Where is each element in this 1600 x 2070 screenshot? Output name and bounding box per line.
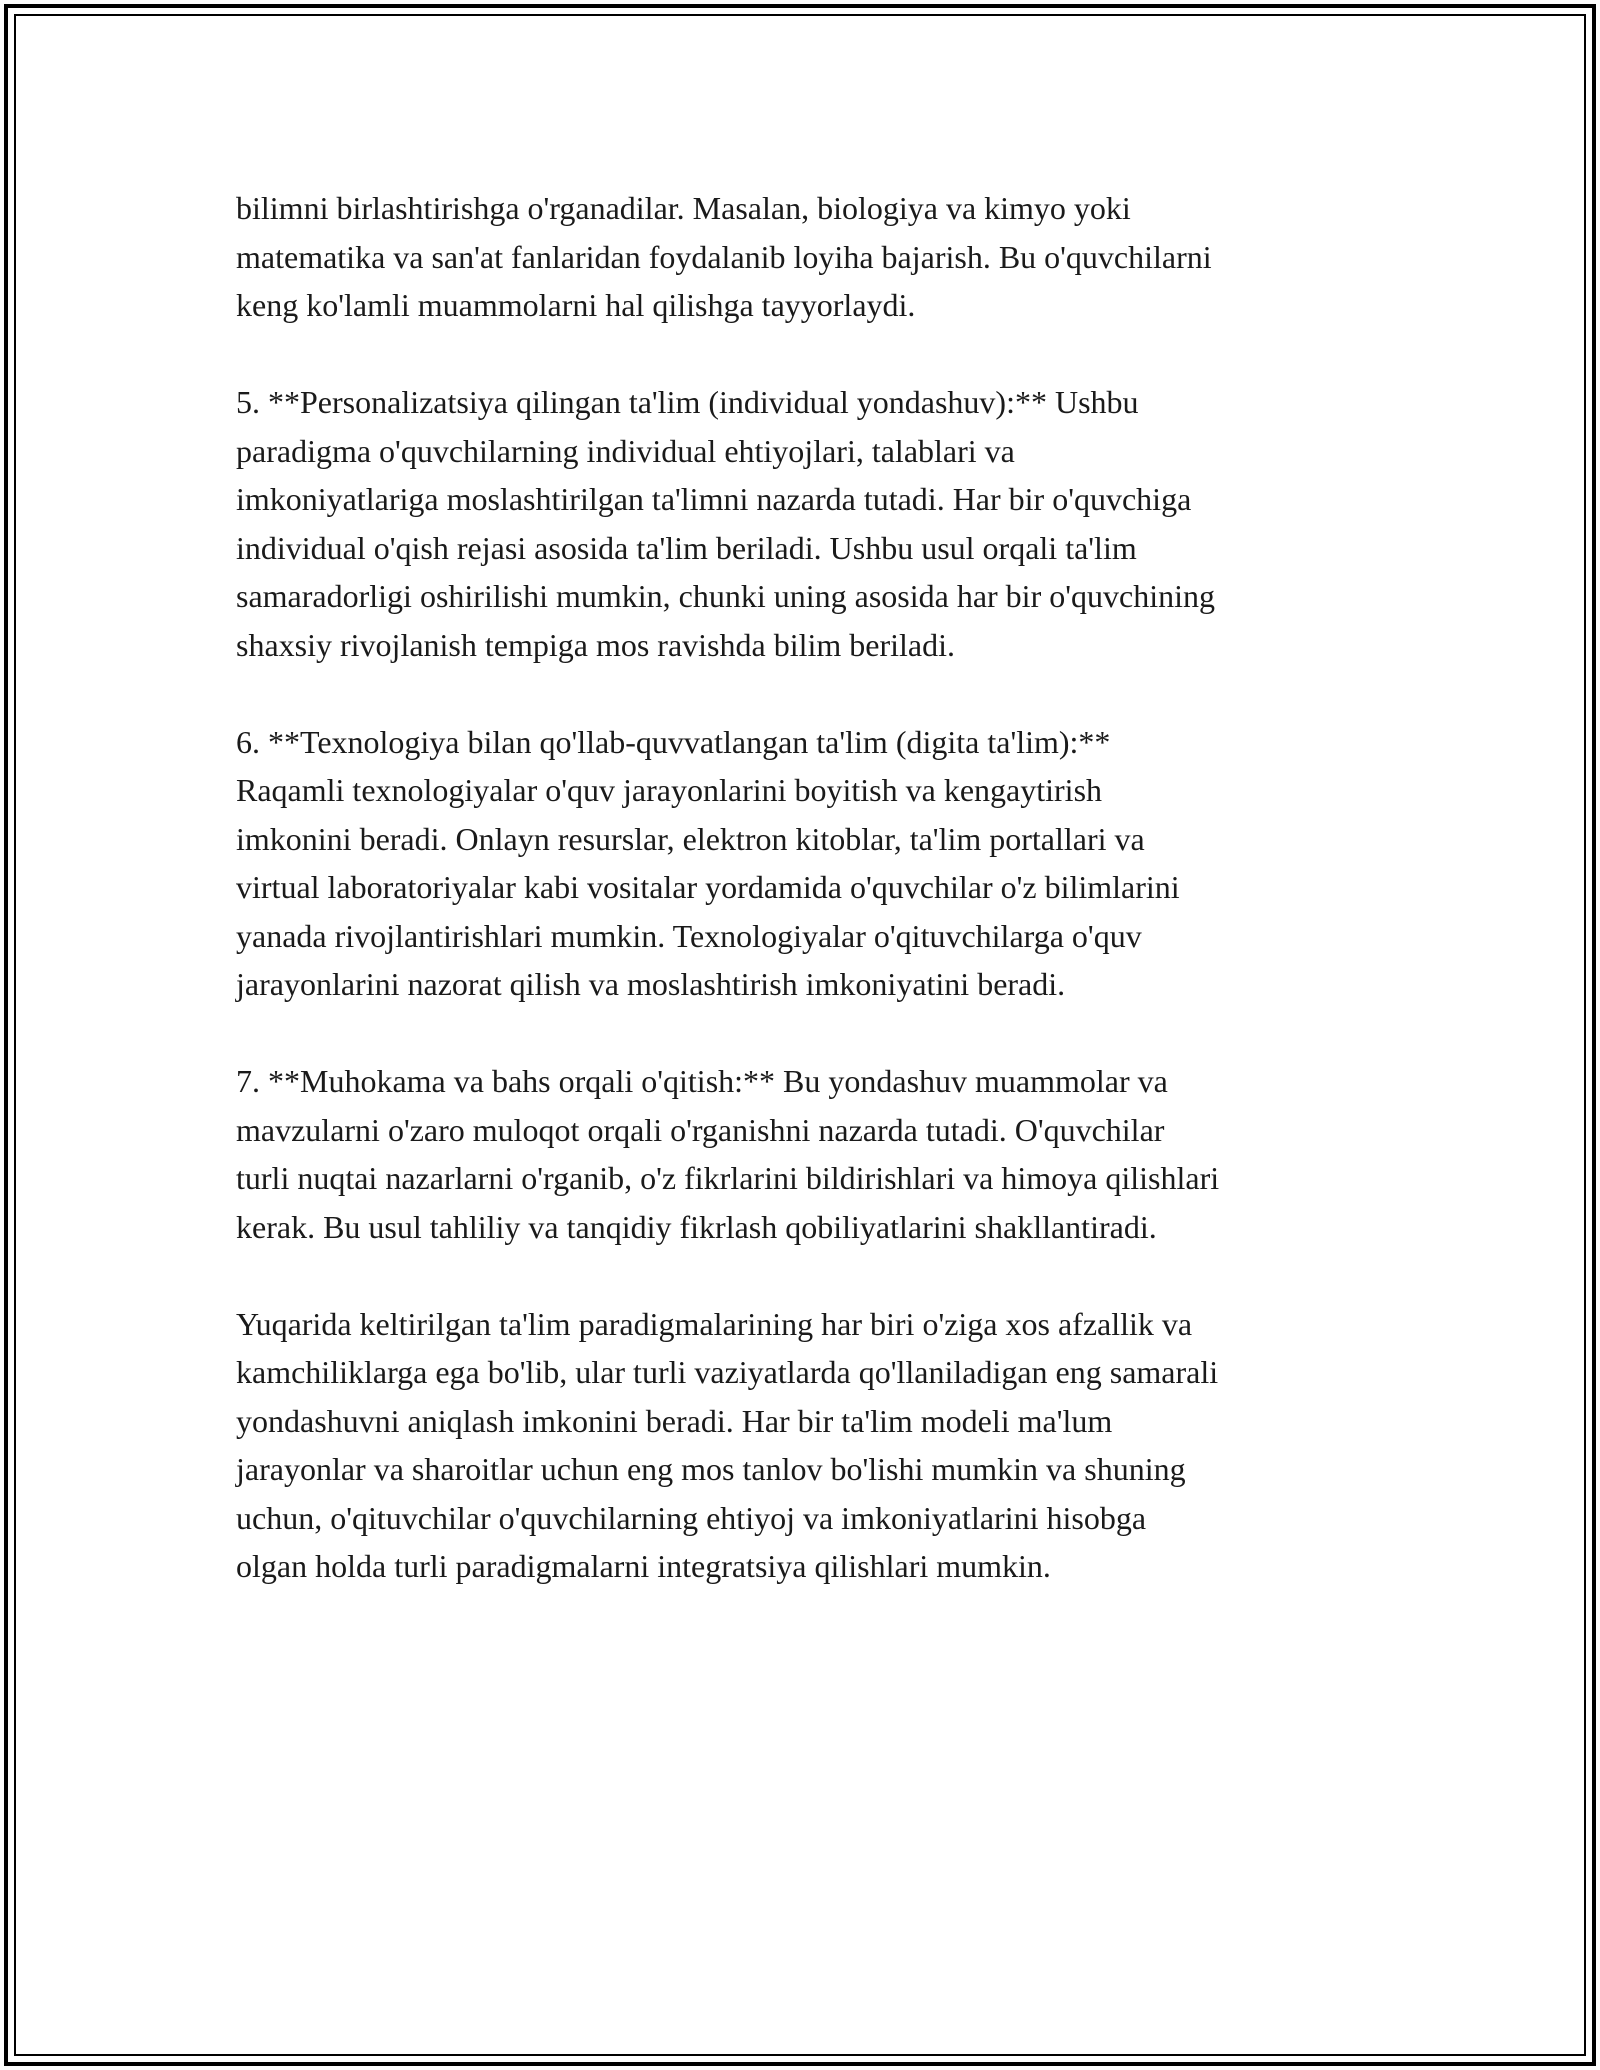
- text-line: 5. **Personalizatsiya qilingan ta'lim (individual yondashuv):** Ushbu: [236, 384, 1139, 420]
- text-line: keng ko'lamli muammolarni hal qilishga tayyorlaydi.: [236, 287, 916, 323]
- text-line: samaradorligi oshirilishi mumkin, chunki uning asosida har bir o'quvchining: [236, 578, 1215, 614]
- paragraph-item-7: [236, 1057, 1366, 1251]
- text-line: yondashuvni aniqlash imkonini beradi. Har bir ta'lim modeli ma'lum: [236, 1402, 1113, 1439]
- text-line: matematika va san'at fanlaridan foydalanib loyiha bajarish. Bu o'quvchilarni: [236, 238, 1212, 275]
- text-line: Yuqarida keltirilgan ta'lim paradigmalarining har biri o'ziga xos afzallik va: [236, 1305, 1193, 1342]
- text-line: Raqamli texnologiyalar o'quv jarayonlarini boyitish va kengaytirish: [236, 772, 1103, 808]
- text-line: imkonini beradi. Onlayn resurslar, elektron kitoblar, ta'lim portallari va: [236, 820, 1145, 857]
- text-line: kerak. Bu usul tahliliy va tanqidiy fikrlash qobiliyatlarini shakllantiradi.: [236, 1208, 1157, 1245]
- text-line: uchun, o'qituvchilar o'quvchilarning ehtiyoj va imkoniyatlarini hisobga: [236, 1499, 1147, 1536]
- text-line: kamchiliklarga ega bo'lib, ular turli vaziyatlarda qo'llaniladigan eng samarali: [236, 1354, 1219, 1390]
- text-line: virtual laboratoriyalar kabi vositalar yordamida o'quvchilar o'z bilimlarini: [236, 869, 1180, 905]
- text-line: paradigma o'quvchilarning individual ehtiyojlari, talablari va: [236, 432, 1015, 469]
- text-line: jarayonlarini nazorat qilish va moslashtirish imkoniyatini beradi.: [236, 966, 1066, 1002]
- document-body: [236, 184, 1366, 1591]
- paragraph-continuation: [236, 184, 1366, 330]
- paragraph-item-6: [236, 718, 1366, 1009]
- text-line: 6. **Texnologiya bilan qo'llab-quvvatlangan ta'lim (digita ta'lim):**: [236, 723, 1111, 760]
- text-line: yanada rivojlantirishlari mumkin. Texnologiyalar o'qituvchilarga o'quv: [236, 917, 1142, 954]
- text-line: jarayonlar va sharoitlar uchun eng mos tanlov bo'lishi mumkin va shuning: [236, 1451, 1186, 1487]
- text-line: bilimni birlashtirishga o'rganadilar. Masalan, biologiya va kimyo yoki: [236, 190, 1131, 226]
- text-line: imkoniyatlariga moslashtirilgan ta'limni nazarda tutadi. Har bir o'quvchiga: [236, 481, 1192, 517]
- text-line: olgan holda turli paradigmalarni integratsiya qilishlari mumkin.: [236, 1548, 1051, 1584]
- paragraph-item-5: [236, 378, 1366, 669]
- text-line: 7. **Muhokama va bahs orqali o'qitish:** Bu yondashuv muammolar va: [236, 1063, 1168, 1099]
- text-line: turli nuqtai nazarlarni o'rganib, o'z fikrlarini bildirishlari va himoya qilishlari: [236, 1160, 1220, 1196]
- text-line: mavzularni o'zaro muloqot orqali o'rganishni nazarda tutadi. O'quvchilar: [236, 1111, 1165, 1148]
- text-line: shaxsiy rivojlanish tempiga mos ravishda bilim beriladi.: [236, 626, 955, 663]
- text-line: individual o'qish rejasi asosida ta'lim beriladi. Ushbu usul orqali ta'lim: [236, 529, 1137, 566]
- paragraph-conclusion: [236, 1300, 1366, 1591]
